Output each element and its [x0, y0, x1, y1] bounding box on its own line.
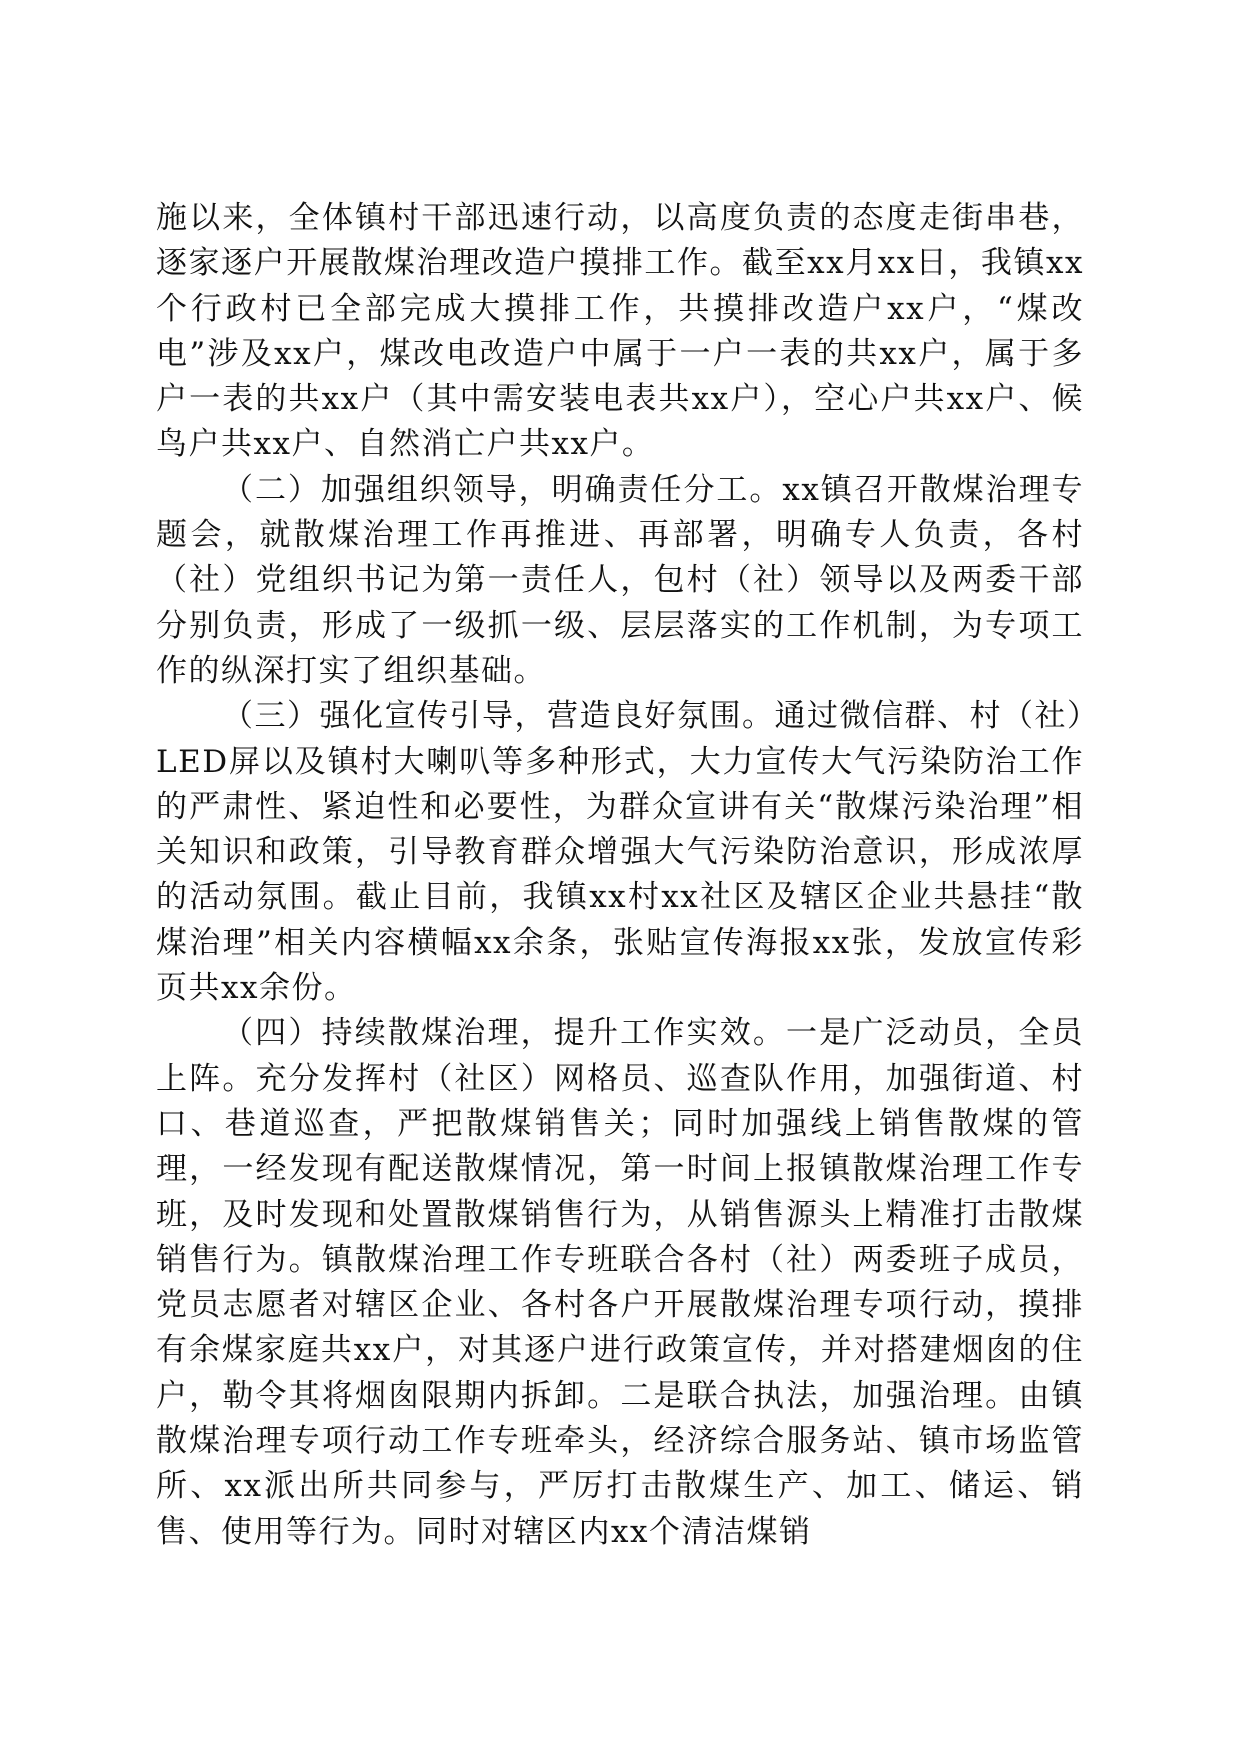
paragraph-publicity-guidance: （三）强化宣传引导，营造良好氛围。通过微信群、村（社）LED屏以及镇村大喇叭等多种形式，大力宣传大气污染防治工作的严肃性、紧迫性和必要性，为群众宣讲有关“散煤污染治理”相关知识和政策，引导教育群众增强大气污染防治意识，形成浓厚的活动氛围。截止目前，我镇xx村xx社区及辖区企业共悬挂“散煤治理”相关内容横幅xx余条，张贴宣传海报xx张，发放宣传彩页共xx余份。 [156, 698, 1084, 1007]
paragraph-coal-governance: （四）持续散煤治理，提升工作实效。一是广泛动员，全员上阵。充分发挥村（社区）网格员、巡查队作用，加强街道、村口、巷道巡查，严把散煤销售关；同时加强线上销售散煤的管理，一经发现有配送散煤情况，第一时间上报镇散煤治理工作专班，及时发现和处置散煤销售行为，从销售源头上精准打击散煤销售行为。镇散煤治理工作专班联合各村（社）两委班子成员，党员志愿者对辖区企业、各村各户开展散煤治理专项行动，摸排有余煤家庭共xx户，对其逐户进行政策宣传，并对搭建烟囱的住户，勒令其将烟囱限期内拆卸。二是联合执法，加强治理。由镇散煤治理专项行动工作专班牵头，经济综合服务站、镇市场监管所、xx派出所共同参与，严厉打击散煤生产、加工、储运、销售、使用等行为。同时对辖区内xx个清洁煤销 [156, 1015, 1084, 1550]
paragraph-organization-leadership: （二）加强组织领导，明确责任分工。xx镇召开散煤治理专题会，就散煤治理工作再推进、再部署，明确专人负责，各村（社）党组织书记为第一责任人，包村（社）领导以及两委干部分别负责，形成了一级抓一级、层层落实的工作机制，为专项工作的纵深打实了组织基础。 [156, 471, 1084, 689]
document-body [156, 196, 1084, 1555]
paragraph-survey-results: 施以来，全体镇村干部迅速行动，以高度负责的态度走街串巷，逐家逐户开展散煤治理改造户摸排工作。截至xx月xx日，我镇xx个行政村已全部完成大摸排工作，共摸排改造户xx户，“煤改电”涉及xx户，煤改电改造户中属于一户一表的共xx户，属于多户一表的共xx户（其中需安装电表共xx户），空心户共xx户、候鸟户共xx户、自然消亡户共xx户。 [156, 200, 1084, 463]
